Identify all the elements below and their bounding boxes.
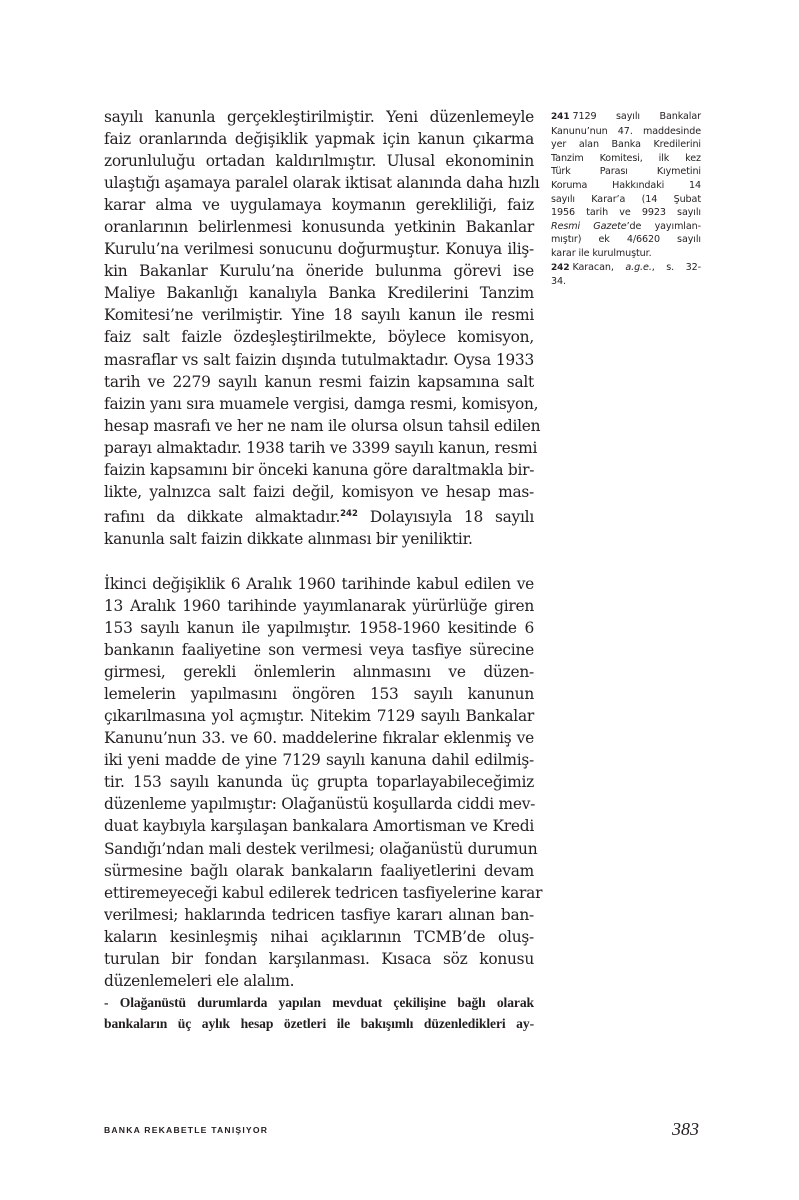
- text-line: sürmesine bağlı olarak bankaların faaliyetlerini devam: [104, 861, 534, 880]
- text-segment: rafını da dikkate almaktadır.: [104, 507, 341, 526]
- text-line: oranlarının belirlenmesi konusunda yetkinin Bakanlar: [104, 218, 534, 237]
- text-line: turulan bir fondan karşılanması. Kısaca söz konusu: [104, 949, 534, 968]
- text-line: bankanın faaliyetine son vermesi veya tasfiye sürecine: [104, 641, 534, 660]
- text-line: iki yeni madde de yine 7129 sayılı kanuna dahil edilmiş-: [104, 751, 534, 770]
- text-line: Maliye Bakanlığı kanalıyla Banka Kredilerini Tanzim: [104, 284, 534, 303]
- footnote-number: 242: [551, 262, 570, 273]
- text-line: kin Bakanlar Kurulu’na öneride bulunma görevi ise: [104, 262, 534, 281]
- text-line: çıkarılmasına yol açmıştır. Nitekim 7129 sayılı Bankalar: [104, 707, 534, 726]
- text-line: kaların kesinleşmiş nihai açıklarının TCMB’de oluş-: [104, 927, 534, 946]
- text-line: 153 sayılı kanun ile yapılmıştır. 1958-1960 kesitinde 6: [104, 619, 534, 638]
- footnote-line: [551, 261, 701, 276]
- text-segment: Dolayısıyla 18 sayılı: [357, 507, 534, 526]
- text-line: faizin yanı sıra muamele vergisi, damga resmi, komisyon,: [104, 394, 539, 413]
- text-line: parayı almaktadır. 1938 tarih ve 3399 sayılı kanun, resmi: [104, 438, 538, 457]
- footnote-line: Kanunu’nun 47. maddesinde: [551, 125, 701, 137]
- bold-text-line: bankaların üç aylık hesap özetleri ile bakışımlı düzenledikleri ay-: [104, 1015, 534, 1031]
- text-line: Komitesi’ne verilmiştir. Yine 18 sayılı kanun ile resmi: [104, 306, 534, 325]
- footnote-number: 241: [551, 112, 570, 122]
- footnote-reference-242[interactable]: 242: [340, 508, 358, 519]
- running-footer-title: BANKA REKABETLE TANIŞIYOR: [104, 1125, 269, 1135]
- footnote-text: 7129 sayılı Bankalar: [572, 111, 701, 122]
- text-line: ettiremeyeceği kabul edilerek tedricen tasfiyelerine karar: [104, 883, 543, 902]
- footnote-line: Koruma Hakkındaki 14: [551, 179, 701, 191]
- footnote-line: Tanzim Komitesi, ilk kez: [551, 152, 701, 164]
- page-number: 383: [672, 1119, 699, 1139]
- text-line: tarih ve 2279 sayılı kanun resmi faizin kapsamına salt: [104, 372, 534, 391]
- footnote-242: [551, 261, 701, 289]
- text-line-with-footnote: [104, 503, 534, 528]
- footnote-text: Karacan,: [572, 261, 626, 273]
- text-line: masraflar vs salt faizin dışında tutulmaktadır. Oysa 1933: [104, 350, 534, 369]
- text-line: girmesi, gerekli önlemlerin alınmasını ve düzen-: [104, 663, 534, 682]
- bold-text-line: - Olağanüstü durumlarda yapılan mevduat çekilişine bağlı olarak: [104, 994, 534, 1010]
- footnote-line: 1956 tarih ve 9923 sayılı: [551, 207, 701, 219]
- footnote-line: Türk Parası Kıymetini: [551, 166, 701, 178]
- text-line: duat kaybıyla karşılaşan bankalara Amortisman ve Kredi: [104, 817, 534, 836]
- text-line: ulaştığı aşamaya paralel olarak iktisat alanında daha hızlı: [104, 174, 540, 193]
- text-line: Kanunu’nun 33. ve 60. maddelerine fıkralar eklenmiş ve: [104, 729, 534, 748]
- footnote-text: ’de yayımlan-: [626, 220, 701, 232]
- text-line: sayılı kanunla gerçekleştirilmiştir. Yeni düzenlemeyle: [104, 108, 534, 126]
- footnote-line: sayılı Karar’a (14 Şubat: [551, 193, 701, 205]
- text-line: Sandığı’ndan mali destek verilmesi; olağanüstü durumun: [104, 839, 538, 858]
- text-line: faiz salt faizle özdeşleştirilmekte, böylece komisyon,: [104, 328, 534, 347]
- text-line: zorunluluğu ortadan kaldırılmıştır. Ulusal ekonominin: [104, 152, 534, 171]
- italic-title: Resmi Gazete: [551, 220, 627, 232]
- main-text-column: [104, 106, 543, 1034]
- text-line: faizin kapsamını bir önceki kanuna göre daraltmakla bir-: [104, 460, 535, 479]
- text-line: düzenleme yapılmıştır: Olağanüstü koşullarda ciddi mev-: [104, 795, 536, 814]
- footnotes-sidebar: [551, 110, 701, 289]
- footnote-line: [551, 110, 701, 125]
- text-line: tir. 153 sayılı kanunda üç grupta toparlayabileceğimiz: [104, 773, 534, 792]
- text-line: likte, yalnızca salt faizi değil, komisyon ve hesap mas-: [104, 482, 534, 501]
- footnote-line: mıştır) ek 4/6620 sayılı: [551, 234, 701, 246]
- footnote-line: karar ile kurulmuştur.: [551, 247, 652, 259]
- text-line: İkinci değişiklik 6 Aralık 1960 tarihinde kabul edilen ve: [104, 574, 534, 593]
- paragraph-second-amendment: [104, 573, 543, 992]
- text-line: düzenlemeleri ele alalım.: [104, 971, 295, 990]
- paragraph-spacer: [104, 550, 534, 573]
- footnote-241: [551, 110, 701, 261]
- text-line: Kurulu’na verilmesi sonucunu doğurmuştur. Konuya iliş-: [104, 240, 534, 259]
- text-line: hesap masrafı ve her ne nam ile olursa olsun tahsil edilen: [104, 416, 541, 435]
- text-line: lemelerin yapılmasını öngören 153 sayılı kanunun: [104, 685, 534, 704]
- text-line: karar alma ve uygulamaya koymanın gerekliliği, faiz: [104, 196, 534, 215]
- italic-abbreviation: a.g.e.: [625, 261, 652, 273]
- text-line: verilmesi; haklarında tedricen tasfiye kararı alınan ban-: [104, 905, 534, 924]
- text-line: faiz oranlarında değişiklik yapmak için kanun çıkarma: [104, 130, 534, 149]
- text-line: kanunla salt faizin dikkate alınması bir yeniliktir.: [104, 529, 473, 548]
- footnote-line: 34.: [551, 276, 566, 288]
- text-line: 13 Aralık 1960 tarihinde yayımlanarak yürürlüğe giren: [104, 596, 534, 615]
- footnote-line: yer alan Banka Kredilerini: [551, 139, 701, 151]
- paragraph-interest-law: [104, 106, 541, 550]
- footnote-line: [551, 220, 701, 234]
- bold-list-item: [104, 992, 534, 1034]
- footnote-text: , s. 32-: [651, 261, 701, 273]
